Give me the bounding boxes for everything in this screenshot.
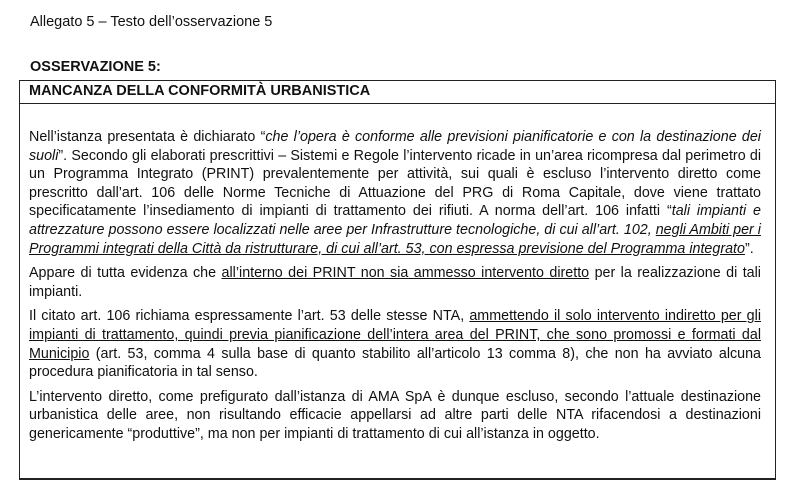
p1-quote-1: che l’opera è conforme alle previsioni pianificatorie e con la destinazione dei suoli [29, 129, 761, 164]
paragraph-1 [29, 128, 761, 258]
p3-underline-1: ammettendo il solo intervento indiretto per gli impianti di trattamento, quindi previa pianificazione dell’intera area del PRINT, che sono promossi e formati dal Municipio [29, 308, 761, 362]
paragraph-4 [29, 388, 761, 444]
observation-heading: OSSERVAZIONE 5: [30, 59, 161, 75]
observation-body [29, 128, 761, 444]
box-title: MANCANZA DELLA CONFORMITÀ URBANISTICA [29, 83, 371, 99]
p2-underline-1: all’interno dei PRINT non sia ammesso intervento diretto [221, 265, 590, 282]
p3-text-1: Il citato art. 106 richiama espressamente l’art. 53 delle stesse NTA, [29, 308, 470, 325]
paragraph-3 [29, 307, 761, 381]
attachment-caption: Allegato 5 – Testo dell’osservazione 5 [30, 14, 273, 30]
paragraph-2 [29, 264, 761, 301]
p1-text-2: ”. Secondo gli elaborati prescrittivi – Sistemi e Regole l’intervento ricade in un’area ricompresa dal perimetro di un Programma Integrato (PRINT) prevalentemente per attività, sui quali è escluso l’intervento diretto come prescritto dall’art. 106 delle Norme Tecniche di Attuazione del PRG di Roma Capitale, dove viene trattato specificatamente l’insediamento di impianti di trattamento dei rifiuti. A norma dell’art. 106 infatti “ [29, 147, 761, 220]
p1-quote-2: tali impianti e attrezzature possono essere localizzati nelle aree per Infrastrutture tecnologiche, di cui all’art. 102, [29, 203, 761, 238]
title-divider [20, 103, 775, 104]
p1-quote-3: negli Ambiti per i Programmi integrati della Città da ristrutturare, di cui all’art. 53, con espressa previsione del Programma integrato [29, 221, 761, 257]
p4-text-1: L’intervento diretto, come prefigurato dall’istanza di AMA SpA è dunque escluso, secondo l’attuale destinazione urbanistica delle aree, non risultando efficacie appellarsi ad altre parti delle NTA rifacendosi a destinazioni genericamente “produttive”, ma non per impianti di trattamento di cui all’istanza in oggetto. [29, 388, 761, 442]
p3-text-2: (art. 53, comma 4 sulla base di quanto stabilito all’articolo 13 comma 8), che non ha avviato alcuna procedura pianificatoria in tal senso. [29, 345, 761, 381]
p1-text-1: Nell’istanza presentata è dichiarato “ [29, 129, 266, 145]
p1-text-3: ”. [744, 240, 754, 257]
p2-text-2: per la realizzazione di tali impianti. [29, 265, 761, 300]
p2-text-1: Appare di tutta evidenza che [29, 265, 222, 282]
observation-box [19, 80, 776, 480]
